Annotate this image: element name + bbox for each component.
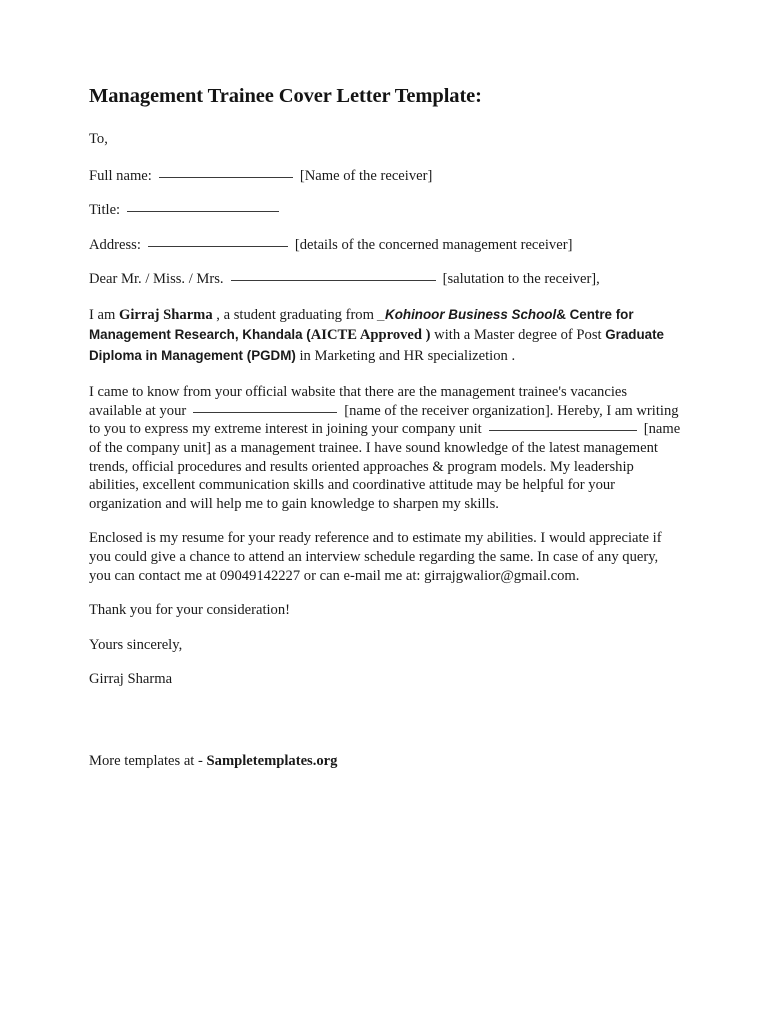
address-blank[interactable] [148,246,288,247]
intro-seg-master-degree: with a Master degree of Post [434,327,602,344]
intro-seg-aicte-approved: AICTE Approved ) [310,327,431,344]
vacancy-paragraph-part3: [name of the company unit] as a management trainee. I have sound knowledge of the latest management trends, official procedures and results oriented approaches & program models. My leadership abilities, excellent communication skills and coordinative attitude may be helpful for your organization and will help me to gain knowledge to sharpen my skills. [89,421,681,512]
title-field-line [89,201,681,220]
footer [89,752,337,771]
address-field-line [89,236,681,255]
thank-you-line: Thank you for your consideration! [89,602,291,619]
to-line [89,130,681,149]
intro-seg-pgdm: Graduate Diploma in Management (PGDM) [89,327,665,363]
company-unit-blank[interactable] [489,430,637,431]
intro-seg-centre-name: & Centre for Management Research, Khandala ( [89,306,634,343]
footer-brand: Sampletemplates.org [206,753,338,769]
address-hint: [details of the concerned management receiver] [294,236,573,253]
signature-name: Girraj Sharma [89,671,173,688]
organization-name-blank[interactable] [193,412,337,413]
vacancy-paragraph-part2: [name of the receiver organization]. Hereby, I am writing to you to express my extreme interest in joining your company unit [89,402,679,438]
valediction-line: Yours sincerely, [89,636,183,653]
title-label: Title: [89,202,121,219]
address-label: Address: [89,236,141,253]
salutation-hint: [salutation to the receiver], [442,271,600,288]
intro-seg-school-name: _Kohinoor Business School [377,306,557,322]
salutation-label: Dear Mr. / Miss. / Mrs. [89,271,224,288]
intro-seg-applicant-name: Girraj Sharma [119,306,213,323]
full-name-field-line [89,167,681,186]
letter-body [89,84,681,689]
vacancy-paragraph [89,383,681,513]
full-name-blank[interactable] [159,177,293,178]
intro-paragraph [89,305,681,366]
intro-seg-i-am: I am [89,306,116,323]
full-name-label: Full name: [89,167,152,184]
intro-seg-specialization: in Marketing and HR specializetion . [299,347,516,364]
full-name-hint: [Name of the receiver] [299,167,433,184]
title-blank[interactable] [127,211,279,212]
footer-prefix: More templates at - [89,753,207,769]
to-label: To, [89,131,108,147]
page-title: Management Trainee Cover Letter Template: [89,85,482,107]
resume-paragraph: Enclosed is my resume for your ready reference and to estimate my abilities. I would appreciate if you could give a chance to attend an interview schedule regarding the same. In case of any query, you can contact me at 09049142227 or can e-mail me at: girrajgwalior@gmail.com. [89,530,662,584]
intro-seg-student-graduating: , a student graduating from [216,306,374,323]
salutation-field-line [89,270,681,289]
salutation-blank[interactable] [231,280,436,281]
vacancy-paragraph-part1: I came to know from your official wabsite that there are the management trainee's vacancies available at your [89,384,628,419]
